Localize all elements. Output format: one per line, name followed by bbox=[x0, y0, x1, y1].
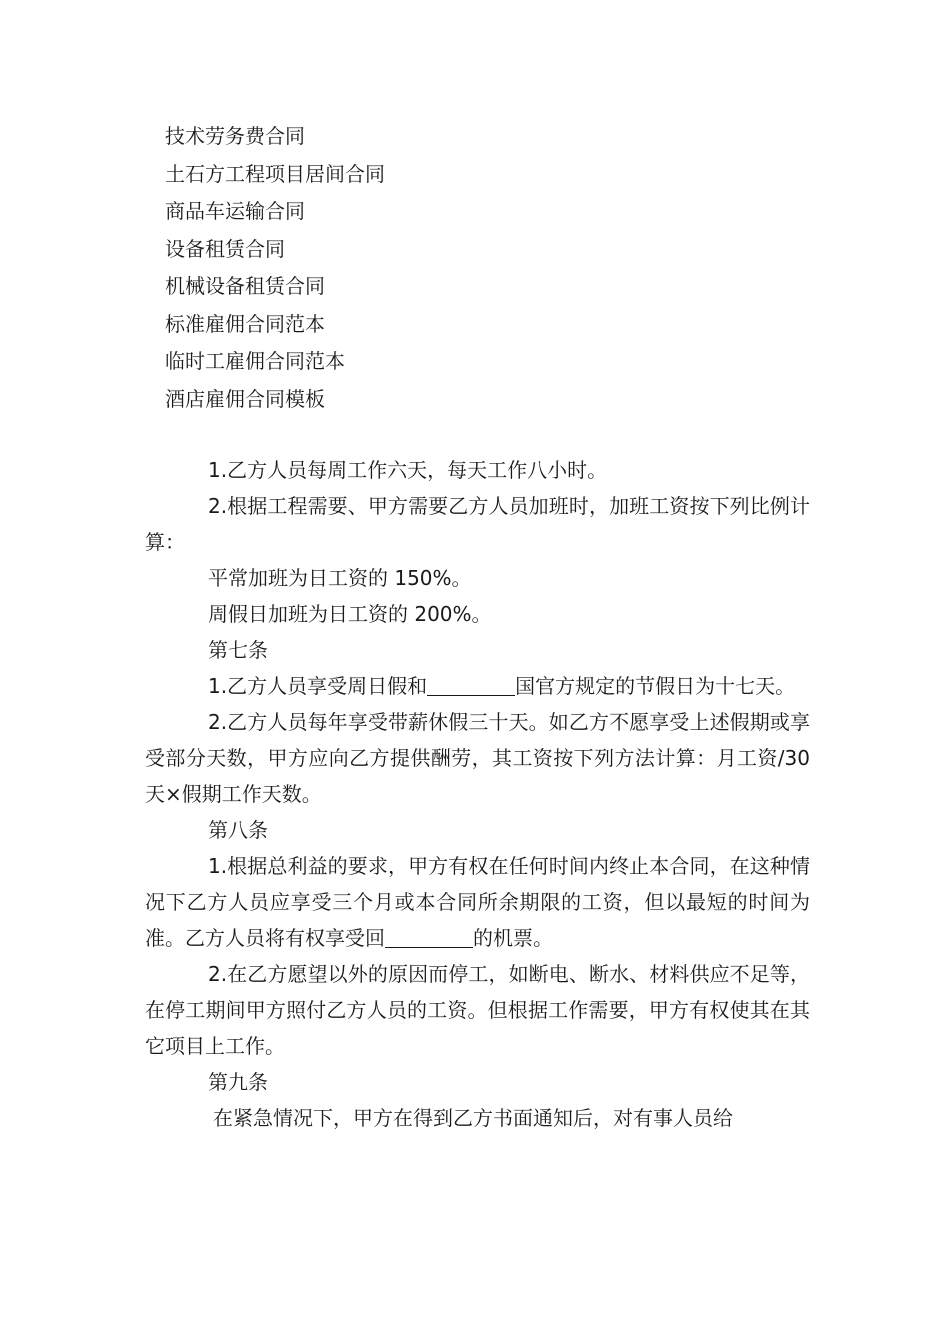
paragraph-normal-overtime: 平常加班为日工资的 150%。 bbox=[208, 566, 472, 590]
paragraph-emergency: 在紧急情况下，甲方在得到乙方书面通知后，对有事人员给 bbox=[213, 1106, 733, 1130]
paragraph-work-hours: 1.乙方人员每周工作六天，每天工作八小时。 bbox=[208, 458, 608, 482]
article-8-heading: 第八条 bbox=[208, 818, 268, 842]
paragraph-work-stoppage: 2.在乙方愿望以外的原因而停工，如断电、断水、材料供应不足等，在停工期间甲方照付乙方人员的工资。但根据工作需要，甲方有权使其在其它项目上工作。 bbox=[145, 962, 810, 1058]
related-link-1[interactable]: 土石方工程项目居间合同 bbox=[165, 161, 385, 186]
paragraph-paid-leave: 2.乙方人员每年享受带薪休假三十天。如乙方不愿享受上述假期或享受部分天数，甲方应向乙方提供酬劳，其工资按下列方法计算：月工资/30 天×假期工作天数。 bbox=[145, 710, 810, 806]
related-link-2[interactable]: 商品车运输合同 bbox=[165, 199, 305, 223]
blank-country bbox=[427, 675, 515, 696]
paragraph-holiday-overtime: 周假日加班为日工资的 200%。 bbox=[208, 602, 492, 626]
termination-text-b: 的机票。 bbox=[473, 926, 553, 950]
related-link-4[interactable]: 机械设备租赁合同 bbox=[165, 274, 325, 298]
article-7-heading: 第七条 bbox=[208, 638, 268, 662]
contract-body bbox=[145, 452, 810, 1136]
related-link-6[interactable]: 临时工雇佣合同范本 bbox=[165, 349, 345, 373]
holidays-text-a: 1.乙方人员享受周日假和 bbox=[208, 674, 428, 698]
article-9-heading: 第九条 bbox=[208, 1070, 268, 1094]
related-link-5[interactable]: 标准雇佣合同范本 bbox=[165, 311, 325, 336]
blank-destination bbox=[385, 927, 473, 948]
related-link-0[interactable]: 技术劳务费合同 bbox=[165, 124, 305, 148]
related-contracts-list bbox=[165, 118, 385, 418]
paragraph-termination bbox=[145, 848, 810, 956]
related-link-3[interactable]: 设备租赁合同 bbox=[165, 236, 285, 261]
paragraph-holidays bbox=[145, 668, 810, 704]
related-link-7[interactable]: 酒店雇佣合同模板 bbox=[165, 386, 325, 411]
paragraph-overtime: 2.根据工程需要、甲方需要乙方人员加班时，加班工资按下列比例计算： bbox=[145, 494, 810, 554]
termination-text-a: 1.根据总利益的要求，甲方有权在任何时间内终止本合同，在这种情况下乙方人员应享受三个月或本合同所余期限的工资，但以最短的时间为准。乙方人员将有权享受回 bbox=[145, 854, 810, 950]
holidays-text-b: 国官方规定的节假日为十七天。 bbox=[515, 674, 796, 698]
